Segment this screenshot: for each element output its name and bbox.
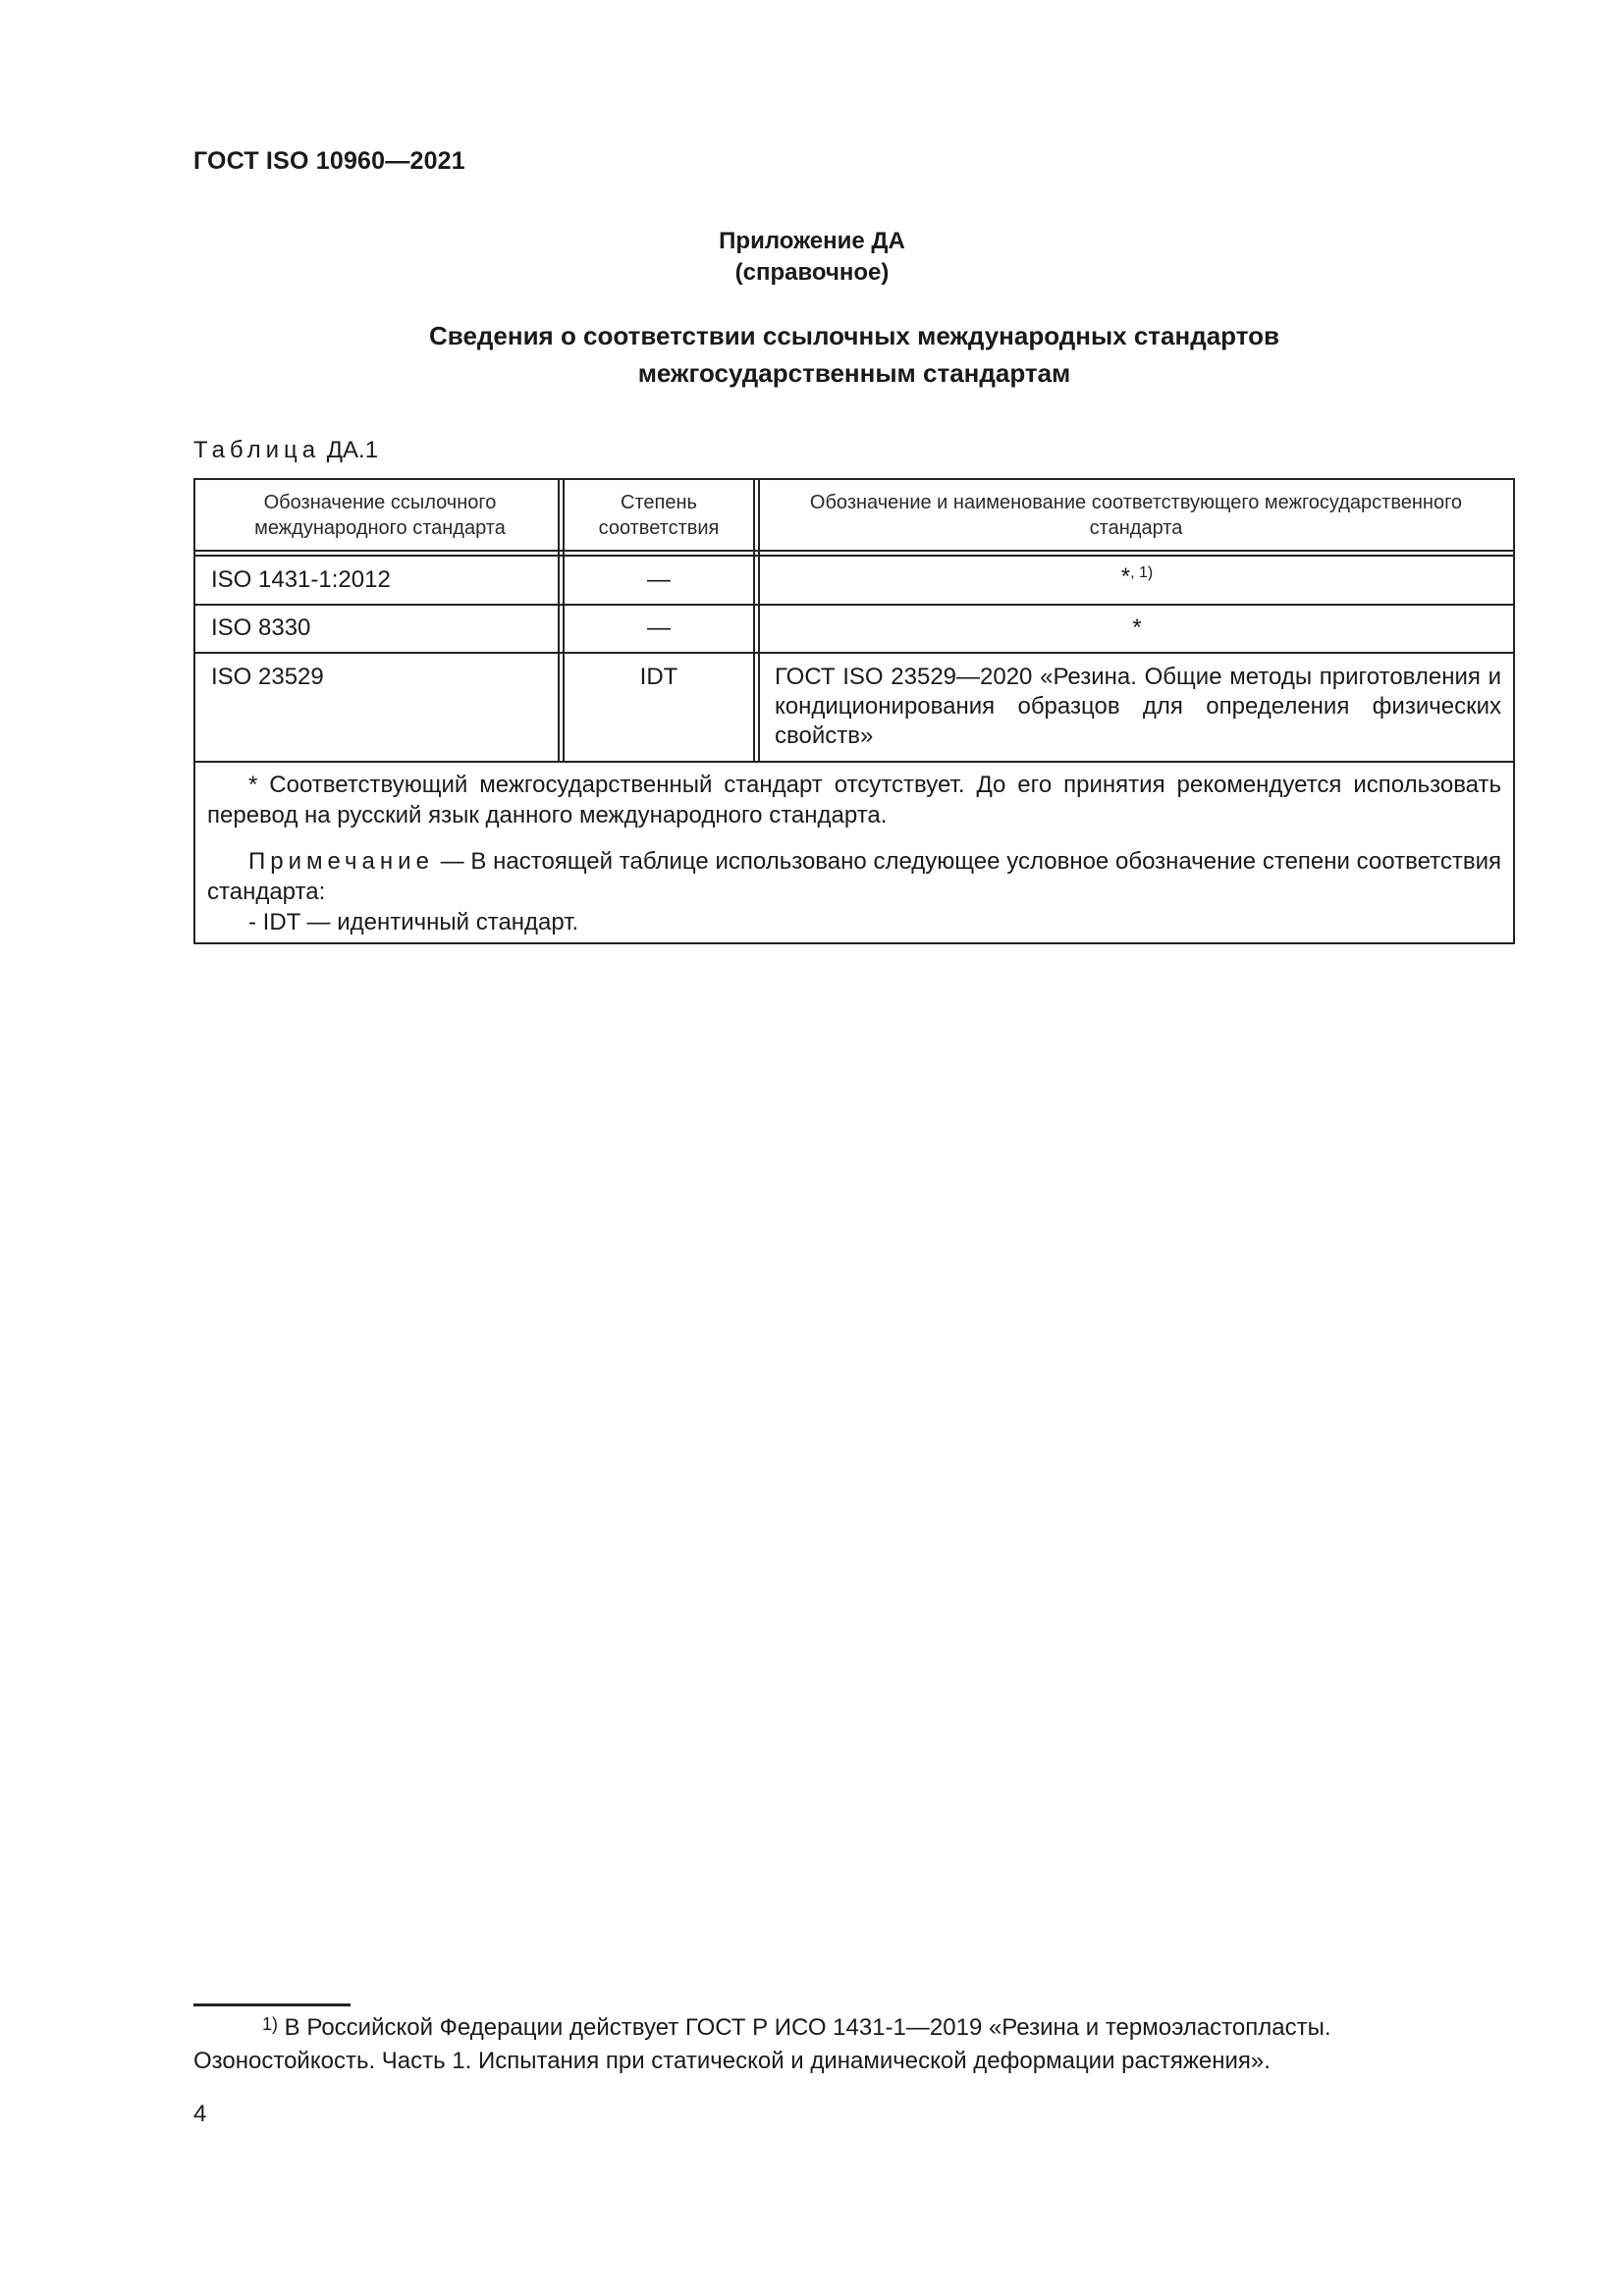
- table-row-1-degree: —: [647, 566, 671, 593]
- table-row-2-national: *: [1132, 614, 1142, 641]
- col-divider-2a: [753, 480, 755, 763]
- footnote-text: В Российской Федерации действует ГОСТ Р ИСО 1431-1—2019 «Резина и термоэластопласты. Озоностойкость. Часть 1. Испытания при статической и динамической деформации растяжения».: [193, 2014, 1331, 2074]
- section-title-line2: межгосударственным стандартам: [637, 358, 1071, 388]
- row-2-divider: [195, 652, 1513, 654]
- page-footnote: [193, 2011, 1515, 2078]
- section-title: [196, 317, 1512, 392]
- document-header: ГОСТ ISO 10960—2021: [193, 147, 465, 175]
- annex-heading: [0, 226, 1624, 289]
- table-row-3-national: ГОСТ ISO 23529—2020 «Резина. Общие методы приготовления и кондиционирования образцов для определения физических свойств»: [775, 664, 1501, 749]
- table-note-item: - IDT — идентичный стандарт.: [248, 909, 579, 935]
- table-caption-number: ДА.1: [326, 437, 379, 463]
- col-divider-1a: [558, 480, 560, 763]
- table-footnote-star: * Соответствующий межгосударственный стандарт отсутствует. До его принятия рекомендуется использовать перевод на русский язык данного международного стандарта.: [207, 772, 1501, 828]
- table-row-1-national: [761, 562, 1513, 592]
- table-row-2-degree: —: [647, 614, 671, 641]
- table-note-text: — В настоящей таблице использовано следующее условное обозначение степени соответствия стандарта:: [207, 848, 1501, 905]
- table-row-1-national-sup: , 1): [1130, 564, 1154, 581]
- table-caption-word: Таблица: [193, 437, 321, 463]
- header-divider-top: [195, 550, 1513, 552]
- header-divider-bottom: [195, 555, 1513, 557]
- table-header-ref: Обозначение ссылочного международного стандарта: [254, 492, 506, 539]
- col-divider-1b: [563, 480, 565, 763]
- page-number: 4: [193, 2101, 207, 2127]
- table-row-3-ref: ISO 23529: [211, 664, 324, 690]
- table-row-1-ref: ISO 1431-1:2012: [211, 566, 391, 593]
- footnote-marker: 1): [262, 2014, 279, 2034]
- table-row-2-ref: ISO 8330: [211, 614, 311, 641]
- table-header-degree: Степень соответствия: [598, 492, 720, 539]
- annex-title: Приложение ДА: [719, 228, 905, 254]
- footnote-separator: [193, 2003, 351, 2006]
- table-note-word: Примечание: [248, 848, 434, 875]
- table-row-1-national-star: *: [1120, 563, 1131, 590]
- section-title-line1: Сведения о соответствии ссылочных международных стандартов: [429, 321, 1279, 350]
- row-1-divider: [195, 604, 1513, 606]
- col-divider-2b: [758, 480, 760, 763]
- table-header-national: Обозначение и наименование соответствующего межгосударственного стандарта: [809, 492, 1463, 539]
- correspondence-table: [193, 478, 1515, 944]
- table-caption: [193, 437, 378, 464]
- row-3-divider: [195, 761, 1513, 763]
- table-row-3-degree: IDT: [639, 664, 678, 690]
- table-note: [207, 846, 1501, 907]
- annex-type: (справочное): [734, 259, 890, 286]
